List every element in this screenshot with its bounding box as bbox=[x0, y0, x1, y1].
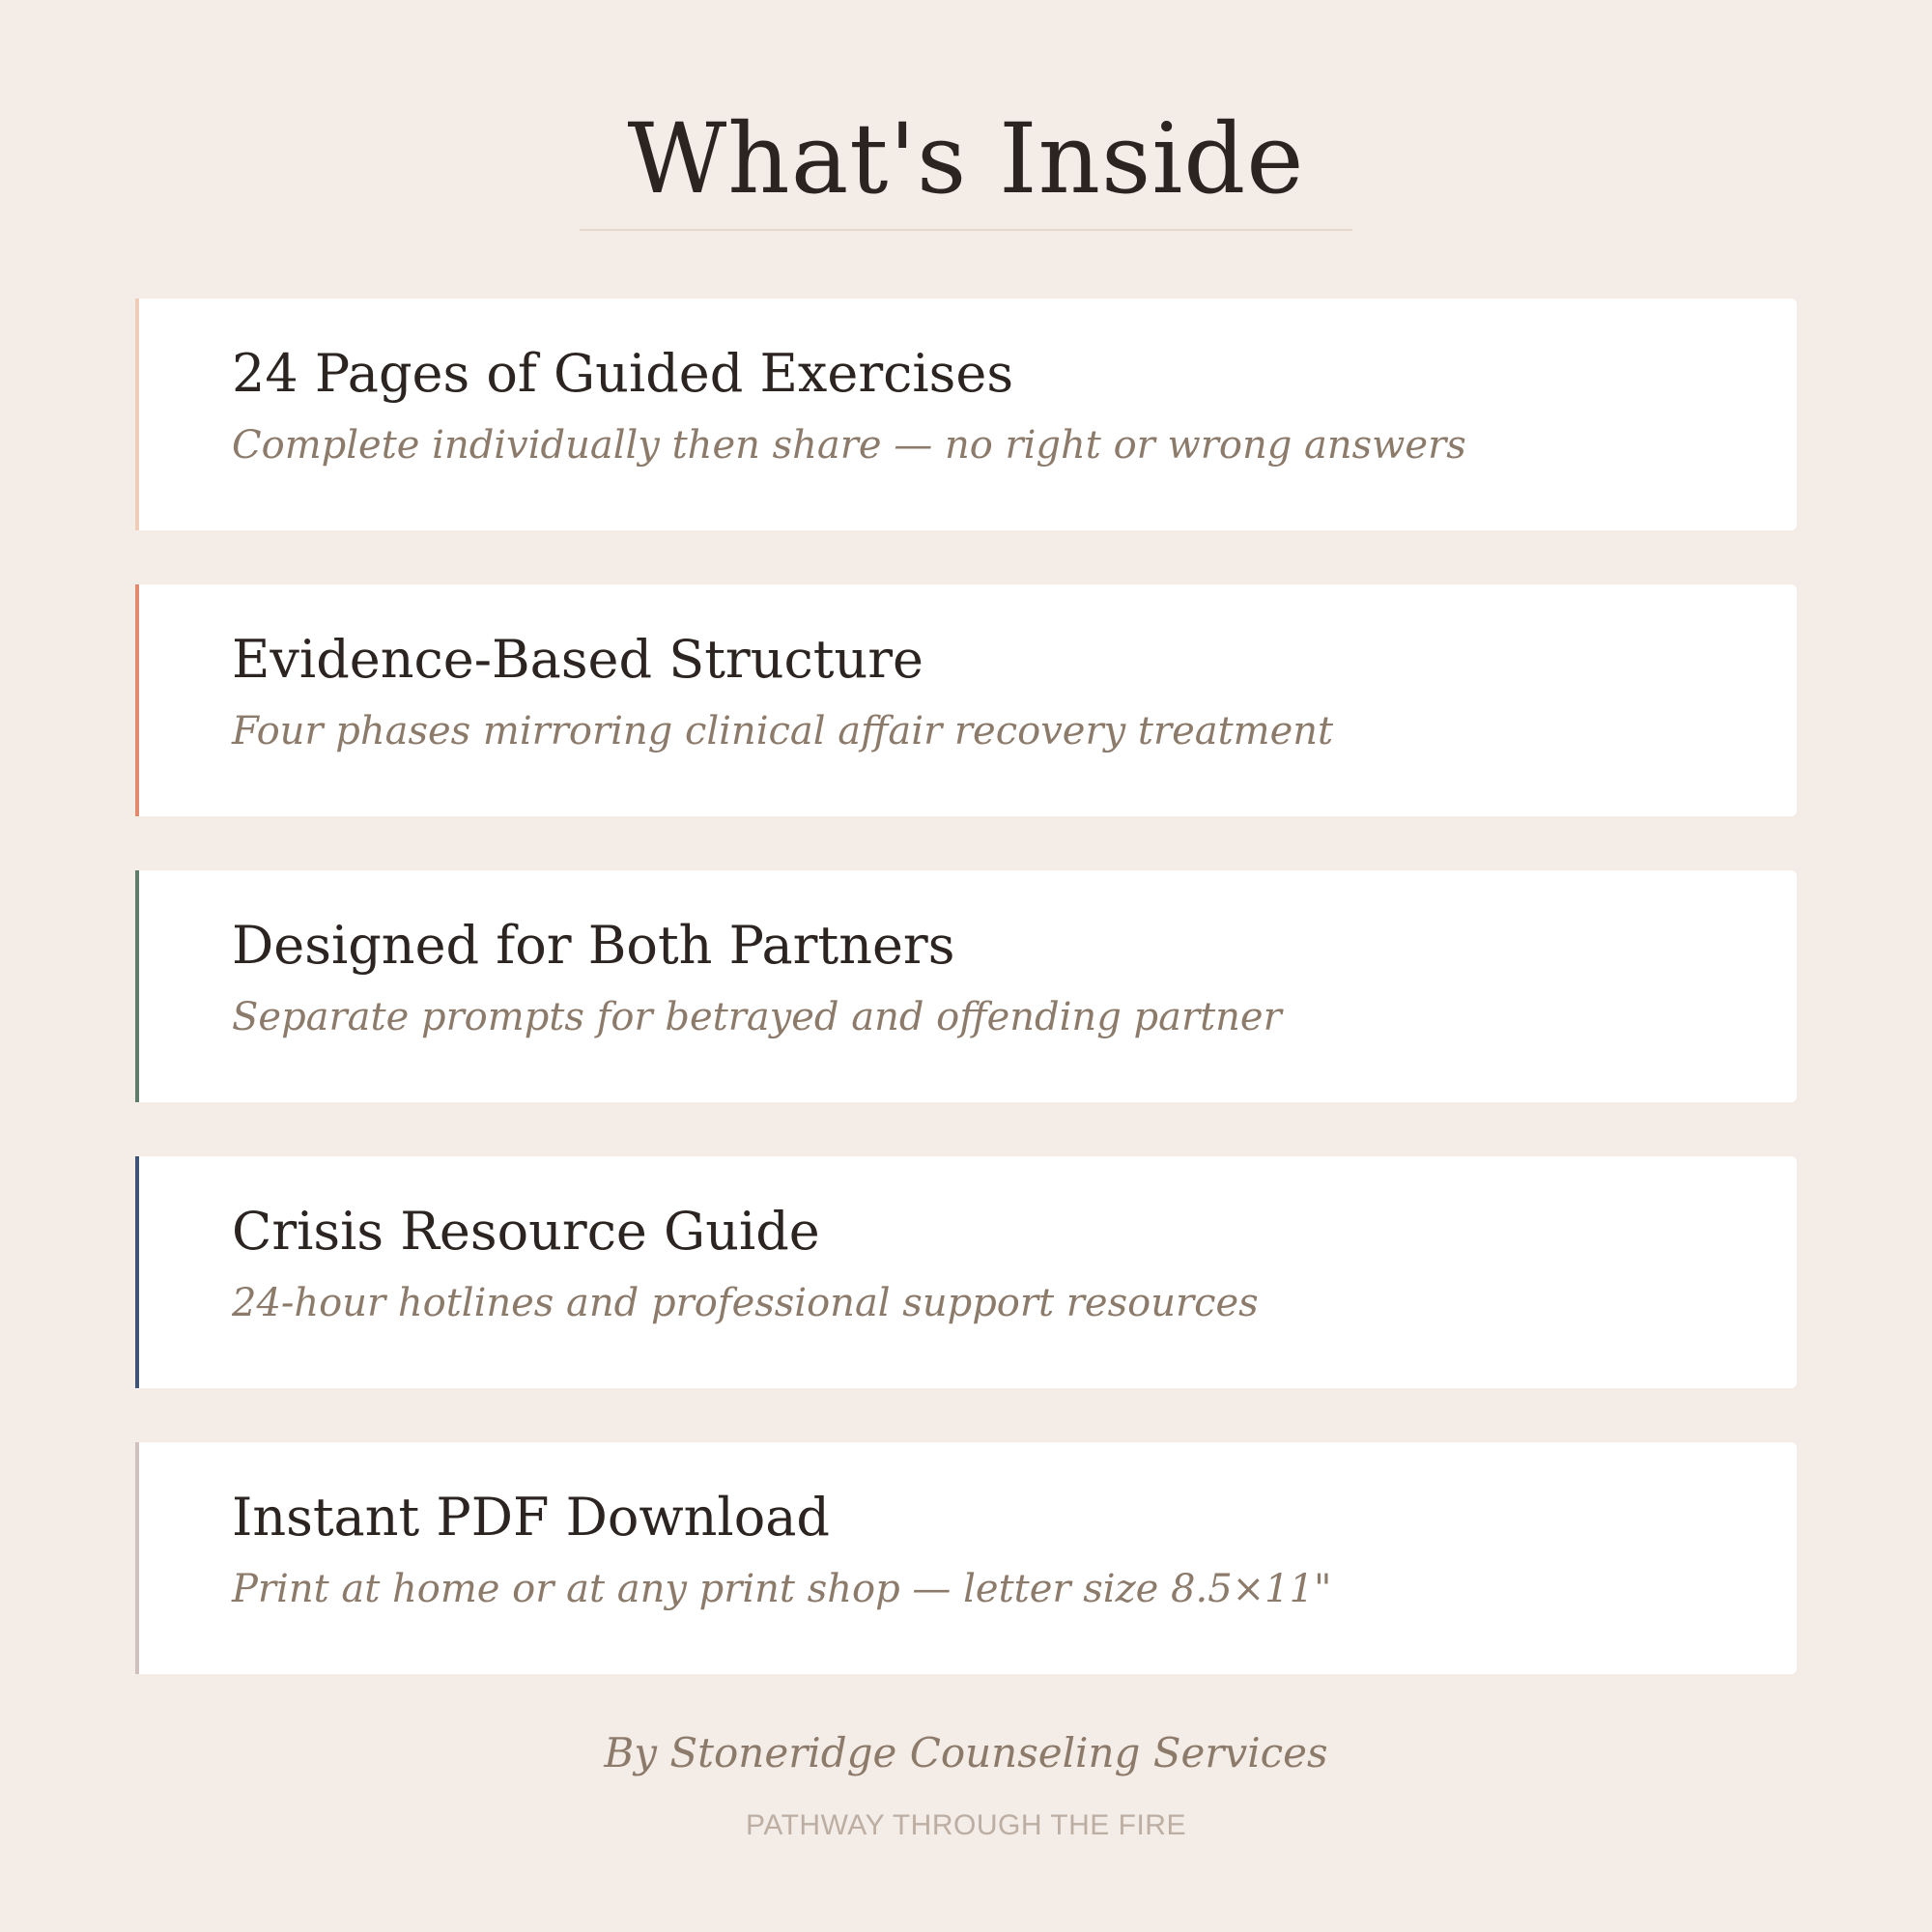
brand-name: PATHWAY THROUGH THE FIRE bbox=[746, 1809, 1186, 1841]
feature-title: Evidence-Based Structure bbox=[232, 629, 924, 690]
feature-title: Instant PDF Download bbox=[232, 1487, 830, 1548]
feature-card-pdf-download bbox=[135, 1442, 1797, 1674]
feature-description: Complete individually then share — no right or wrong answers bbox=[232, 423, 1466, 468]
page-title: What's Inside bbox=[627, 102, 1305, 215]
feature-description: Print at home or at any print shop — letter size 8.5×11" bbox=[232, 1567, 1332, 1611]
byline: By Stoneridge Counseling Services bbox=[604, 1729, 1328, 1776]
feature-description: Separate prompts for betrayed and offending partner bbox=[232, 995, 1282, 1039]
feature-card-guided-exercises bbox=[135, 298, 1797, 530]
feature-list bbox=[135, 298, 1797, 1728]
feature-title: Crisis Resource Guide bbox=[232, 1201, 820, 1262]
feature-description: 24-hour hotlines and professional support resources bbox=[232, 1281, 1259, 1325]
feature-description: Four phases mirroring clinical affair recovery treatment bbox=[232, 709, 1334, 753]
feature-title: Designed for Both Partners bbox=[232, 915, 955, 976]
title-divider bbox=[580, 229, 1352, 231]
feature-card-evidence-based bbox=[135, 584, 1797, 816]
feature-card-both-partners bbox=[135, 870, 1797, 1102]
page-header bbox=[0, 87, 1932, 232]
feature-card-crisis-resources bbox=[135, 1156, 1797, 1388]
feature-title: 24 Pages of Guided Exercises bbox=[232, 343, 1014, 404]
